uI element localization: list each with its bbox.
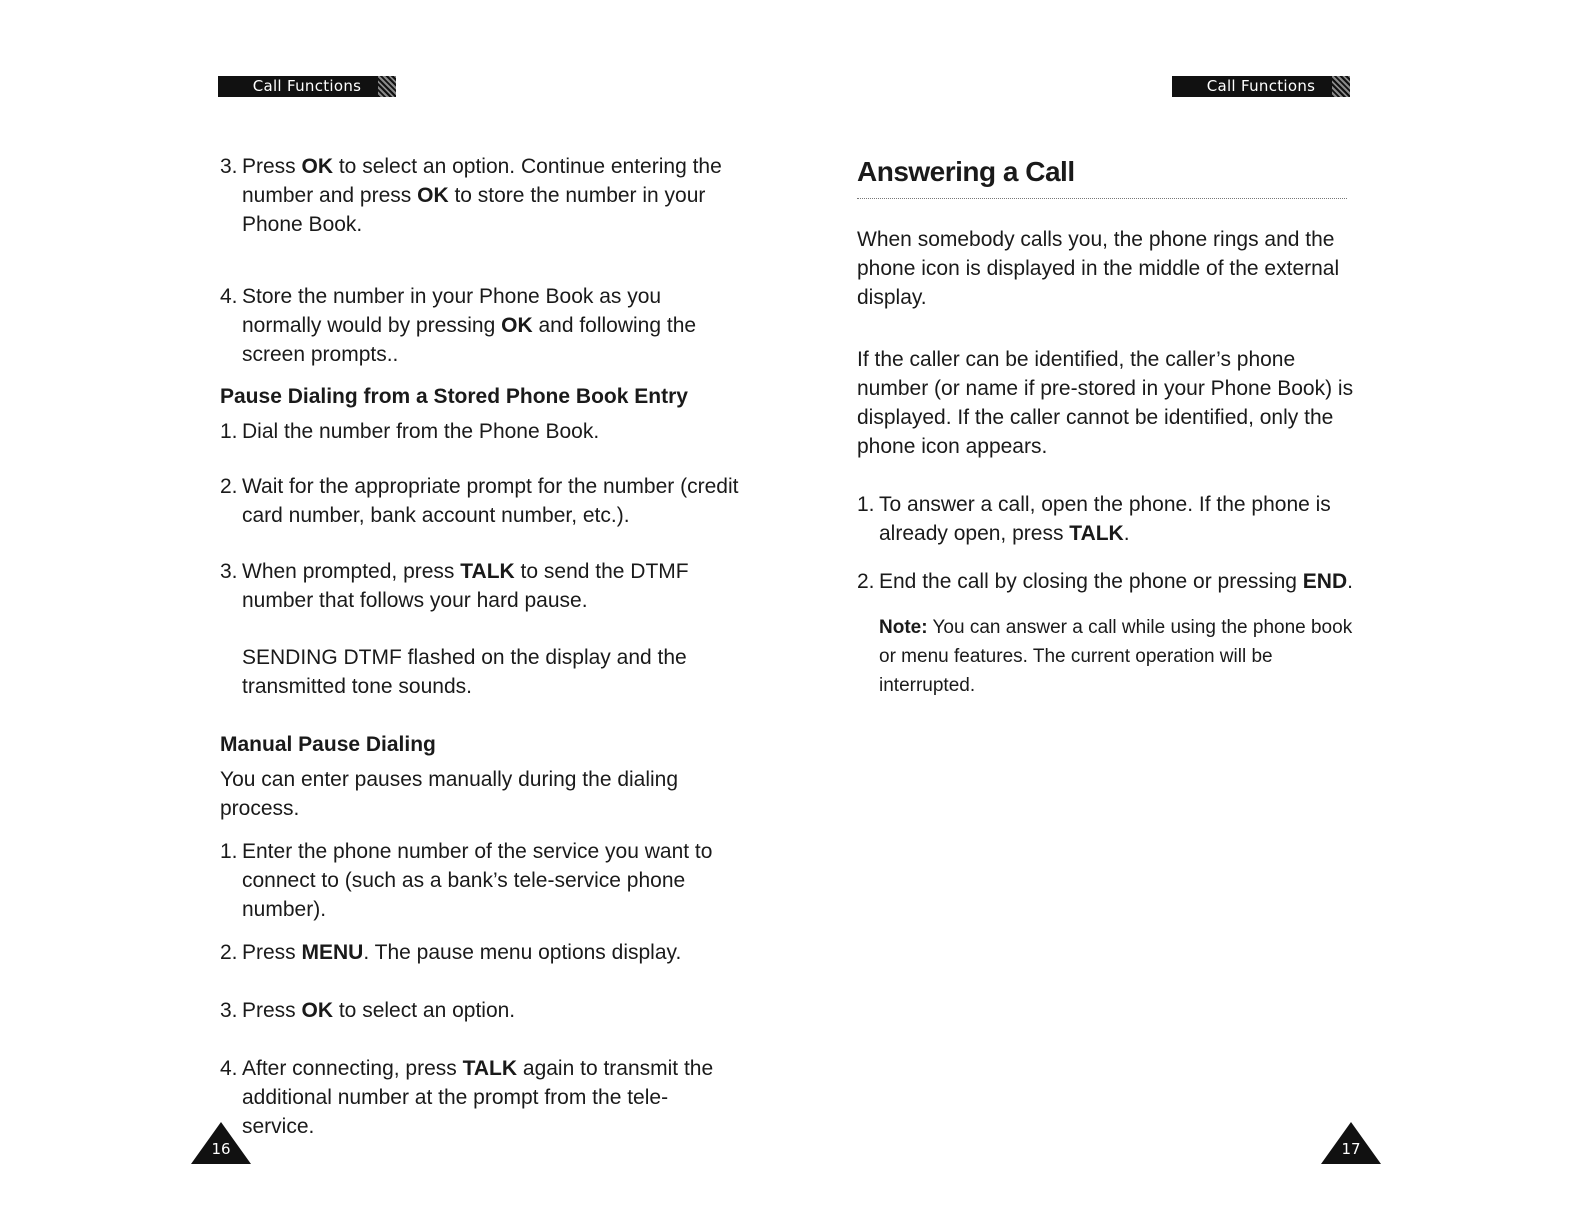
step-text: Press MENU. The pause menu options display. bbox=[242, 941, 682, 964]
key-talk: TALK bbox=[462, 1057, 518, 1080]
step-number: 2. bbox=[220, 475, 238, 498]
step-text: Enter the phone number of the service you want to connect to (such as a bank’s tele-service phone number). bbox=[242, 840, 713, 921]
left-column bbox=[220, 152, 740, 1141]
step-4-store-number bbox=[220, 282, 740, 369]
manual-step-4 bbox=[220, 1054, 740, 1141]
step-number: 4. bbox=[220, 1057, 238, 1080]
step-text: Dial the number from the Phone Book. bbox=[242, 420, 600, 443]
page-number: 16 bbox=[211, 1140, 231, 1158]
page-number-badge bbox=[191, 1122, 251, 1164]
step-number: 4. bbox=[220, 285, 238, 308]
note-label: Note: bbox=[879, 617, 928, 638]
manual-step-3 bbox=[220, 996, 740, 1025]
step-3-press-ok bbox=[220, 152, 740, 239]
step-number: 2. bbox=[857, 570, 875, 593]
step-number: 1. bbox=[857, 493, 875, 516]
page-number: 17 bbox=[1341, 1140, 1361, 1158]
key-menu: MENU bbox=[301, 941, 364, 964]
step-text: Wait for the appropriate prompt for the number (credit card number, bank account number, etc.). bbox=[242, 475, 739, 527]
answer-step-2 bbox=[857, 567, 1357, 596]
key-ok: OK bbox=[301, 155, 334, 178]
section-heading-pause-dialing: Pause Dialing from a Stored Phone Book Entry bbox=[220, 385, 688, 408]
page-number-badge bbox=[1321, 1122, 1381, 1164]
key-talk: TALK bbox=[1069, 522, 1124, 545]
step-text: Store the number in your Phone Book as you normally would by pressing OK and following the screen prompts.. bbox=[242, 285, 697, 366]
key-end: END bbox=[1302, 570, 1348, 593]
answer-step-1 bbox=[857, 490, 1357, 548]
step-text: After connecting, press TALK again to transmit the additional number at the prompt from the tele-service. bbox=[242, 1057, 714, 1138]
step-number: 3. bbox=[220, 560, 238, 583]
note-text: You can answer a call while using the phone book or menu features. The current operation will be interrupted. bbox=[879, 617, 1353, 696]
right-page bbox=[789, 0, 1578, 1221]
manual-step-1 bbox=[220, 837, 740, 924]
step-number: 3. bbox=[220, 999, 238, 1022]
step-number: 1. bbox=[220, 420, 238, 443]
section-header-tab: Call Functions bbox=[1172, 76, 1350, 97]
key-ok: OK bbox=[501, 314, 533, 337]
step-number: 2. bbox=[220, 941, 238, 964]
dtmf-note: SENDING DTMF flashed on the display and the transmitted tone sounds. bbox=[242, 646, 687, 698]
note-block bbox=[857, 613, 1357, 700]
page-title: Answering a Call bbox=[857, 156, 1075, 187]
right-column bbox=[857, 154, 1357, 719]
step-number: 3. bbox=[220, 155, 238, 178]
step-text: Press OK to select an option. bbox=[242, 999, 516, 1022]
manual-pause-intro: You can enter pauses manually during the dialing process. bbox=[220, 768, 679, 820]
step-text: End the call by closing the phone or pressing END. bbox=[879, 570, 1353, 593]
pause-step-2 bbox=[220, 472, 740, 530]
step-text: When prompted, press TALK to send the DTMF number that follows your hard pause. bbox=[242, 560, 689, 612]
section-heading-manual-pause: Manual Pause Dialing bbox=[220, 733, 436, 756]
caller-id-paragraph: If the caller can be identified, the caller’s phone number (or name if pre-stored in your Phone Book) is displayed. If the caller cannot be identified, only the phone icon appears. bbox=[857, 348, 1354, 458]
section-header-tab: Call Functions bbox=[218, 76, 396, 97]
pause-step-3 bbox=[220, 557, 740, 615]
key-talk: TALK bbox=[460, 560, 515, 583]
step-number: 1. bbox=[220, 840, 238, 863]
intro-paragraph: When somebody calls you, the phone rings and the phone icon is displayed in the middle of the external display. bbox=[857, 228, 1340, 309]
key-ok: OK bbox=[301, 999, 334, 1022]
step-text: Press OK to select an option. Continue entering the number and press OK to store the number in your Phone Book. bbox=[242, 155, 722, 236]
title-divider bbox=[857, 198, 1347, 199]
step-text: To answer a call, open the phone. If the phone is already open, press TALK. bbox=[879, 493, 1331, 545]
pause-step-1 bbox=[220, 417, 740, 446]
manual-step-2 bbox=[220, 938, 740, 967]
key-ok: OK bbox=[417, 184, 449, 207]
